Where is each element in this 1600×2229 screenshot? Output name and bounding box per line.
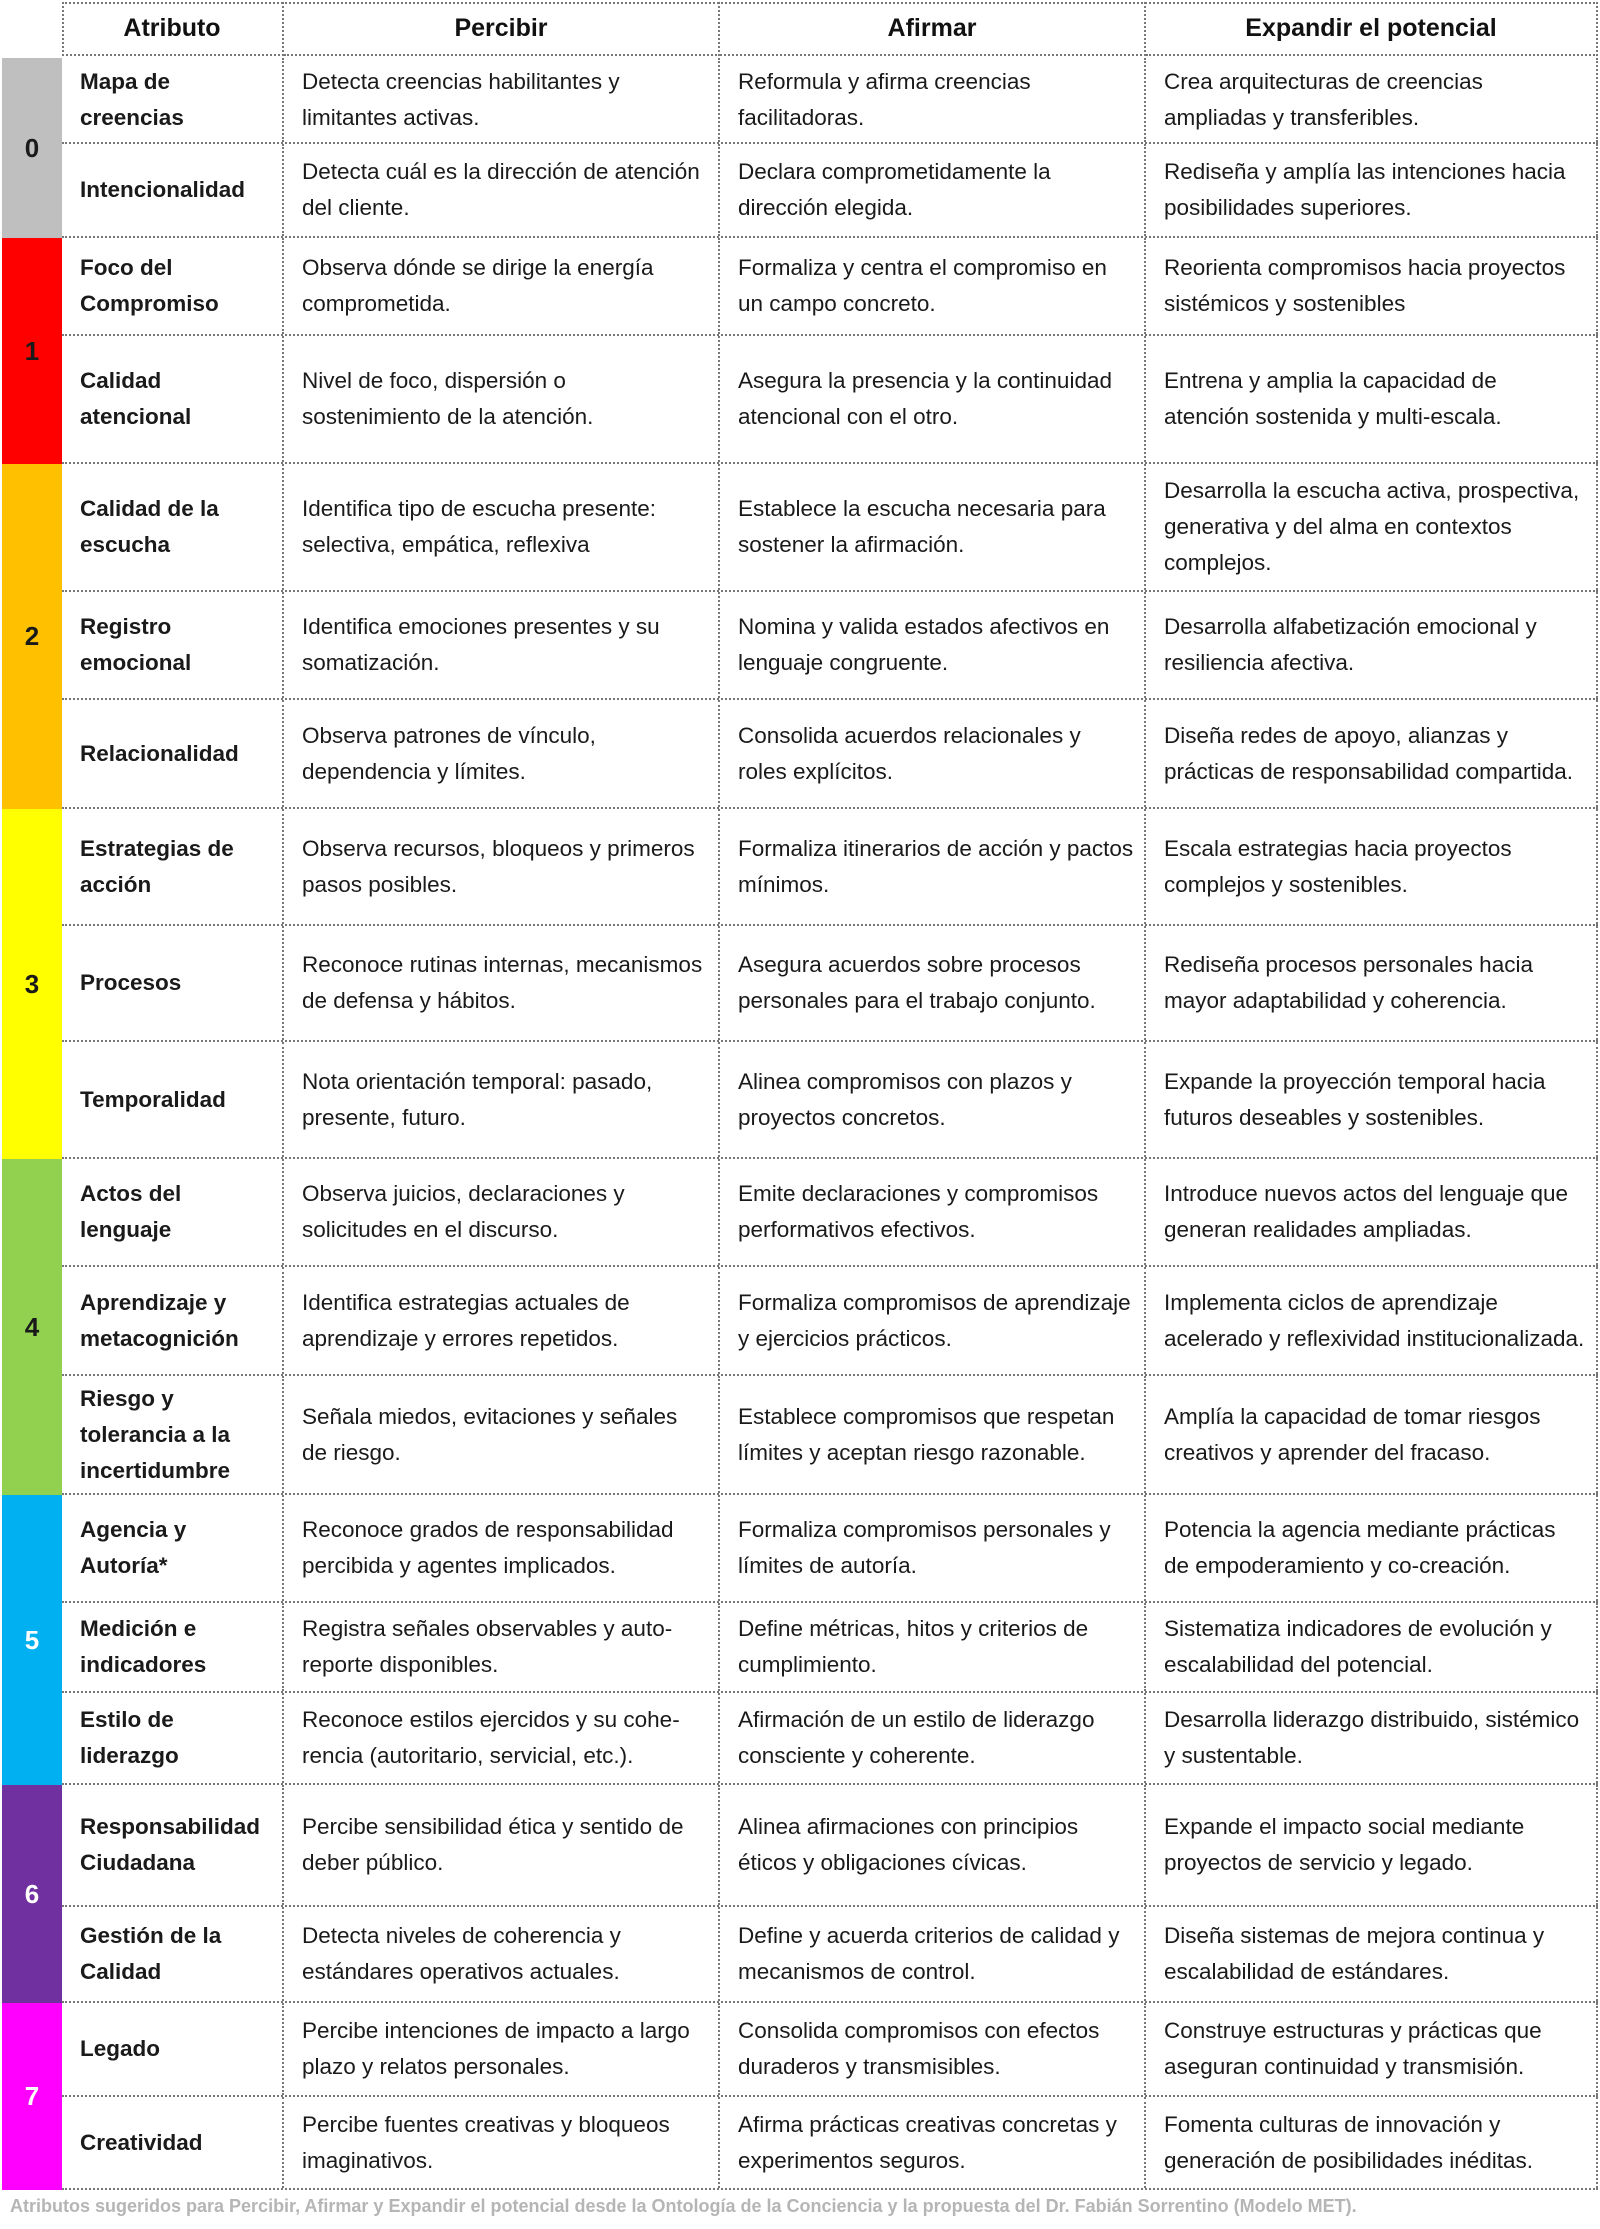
expand-cell-text: Sistematiza indicadores de evolución y escalabilidad del potencial.: [1164, 1616, 1552, 1677]
attribute-cell-text: Procesos: [80, 970, 182, 995]
table-row: [62, 1495, 1598, 1603]
affirm-cell: [720, 1159, 1146, 1265]
attribute-cell-text: Calidad atencional: [80, 368, 192, 429]
expand-cell: [1146, 1159, 1598, 1265]
attribute-cell: [62, 1267, 284, 1374]
perceive-cell-text: Identifica estrategias actuales de aprendizaje y errores repetidos.: [302, 1289, 630, 1351]
perceive-cell: [284, 336, 720, 462]
expand-cell-text: Desarrolla liderazgo distribuido, sistémico y sustentable.: [1164, 1707, 1580, 1768]
affirm-cell-text: Alinea afirmaciones con principios éticos y obligaciones cívicas.: [738, 1814, 1079, 1875]
perceive-cell-text: Detecta cuál es la dirección de atención del cliente.: [302, 159, 700, 220]
table-row: [62, 1693, 1598, 1785]
perceive-cell: [284, 809, 720, 924]
table-row: [62, 464, 1598, 592]
perceive-cell: [284, 1603, 720, 1691]
perceive-cell-text: Señala miedos, evitaciones y señales de riesgo.: [302, 1403, 678, 1465]
attribute-cell: [62, 1495, 284, 1601]
affirm-cell-text: Afirma prácticas creativas concretas y experimentos seguros.: [738, 2111, 1117, 2173]
table-row: [62, 1785, 1598, 1907]
expand-cell: [1146, 1267, 1598, 1374]
perceive-cell-text: Percibe fuentes creativas y bloqueos imaginativos.: [302, 2111, 670, 2173]
table-row: [62, 58, 1598, 144]
perceive-cell-text: Observa recursos, bloqueos y primeros pasos posibles.: [302, 835, 695, 897]
affirm-cell-text: Consolida acuerdos relacionales y roles explícitos.: [738, 722, 1081, 784]
perceive-cell: [284, 1042, 720, 1157]
attribute-cell-text: Agencia y Autoría*: [80, 1517, 187, 1578]
expand-cell: [1146, 464, 1598, 590]
affirm-cell: [720, 1603, 1146, 1691]
header-perceive: Percibir: [284, 2, 720, 56]
attribute-cell-text: Creatividad: [80, 2129, 203, 2155]
table-row: [62, 809, 1598, 926]
attribute-cell-text: Temporalidad: [80, 1086, 226, 1112]
header-expand: Expandir el potencial: [1146, 2, 1598, 56]
perceive-cell-text: Observa dónde se dirige la energía comprometida.: [302, 255, 654, 316]
expand-cell: [1146, 1693, 1598, 1783]
level-band-1: 1: [2, 238, 62, 464]
affirm-cell-text: Formaliza compromisos personales y límites de autoría.: [738, 1517, 1111, 1578]
perceive-cell-text: Percibe intenciones de impacto a largo plazo y relatos personales.: [302, 2018, 690, 2079]
attribute-cell: [62, 1785, 284, 1905]
attribute-cell-text: Foco del Compromiso: [80, 255, 219, 316]
expand-cell: [1146, 1042, 1598, 1157]
expand-cell: [1146, 2097, 1598, 2188]
attribute-cell: [62, 1376, 284, 1493]
perceive-cell: [284, 1495, 720, 1601]
perceive-cell: [284, 2097, 720, 2188]
perceive-cell-text: Identifica emociones presentes y su somatización.: [302, 614, 660, 675]
affirm-cell: [720, 238, 1146, 334]
expand-cell-text: Reorienta compromisos hacia proyectos sistémicos y sostenibles: [1164, 255, 1566, 316]
affirm-cell-text: Formaliza itinerarios de acción y pactos mínimos.: [738, 835, 1134, 897]
affirm-cell-text: Establece compromisos que respetan límites y aceptan riesgo razonable.: [738, 1403, 1115, 1465]
attribute-cell-text: Gestión de la Calidad: [80, 1923, 222, 1984]
expand-cell-text: Escala estrategias hacia proyectos complejos y sostenibles.: [1164, 835, 1512, 897]
attribute-cell: [62, 2003, 284, 2095]
affirm-cell: [720, 809, 1146, 924]
attribute-cell-text: Registro emocional: [80, 614, 192, 675]
expand-cell: [1146, 58, 1598, 142]
expand-cell-text: Amplía la capacidad de tomar riesgos creativos y aprender del fracaso.: [1164, 1403, 1541, 1465]
affirm-cell: [720, 336, 1146, 462]
attribute-cell-text: Relacionalidad: [80, 740, 239, 766]
attribute-cell-text: Responsabilidad Ciudadana: [80, 1814, 261, 1875]
affirm-cell: [720, 1376, 1146, 1493]
table-row: [62, 592, 1598, 700]
perceive-cell-text: Nivel de foco, dispersión o sostenimiento de la atención.: [302, 368, 594, 429]
expand-cell: [1146, 336, 1598, 462]
expand-cell: [1146, 1785, 1598, 1905]
expand-cell-text: Expande la proyección temporal hacia futuros deseables y sostenibles.: [1164, 1068, 1546, 1130]
table-row: [62, 336, 1598, 464]
affirm-cell: [720, 700, 1146, 807]
attribute-cell-text: Calidad de la escucha: [80, 496, 219, 557]
attribute-cell-text: Mapa de creencias: [80, 69, 184, 130]
header-attribute: Atributo: [62, 2, 284, 56]
expand-cell-text: Construye estructuras y prácticas que aseguran continuidad y transmisión.: [1164, 2018, 1542, 2079]
affirm-cell: [720, 144, 1146, 236]
expand-cell: [1146, 1495, 1598, 1601]
attribute-cell-text: Actos del lenguaje: [80, 1181, 182, 1242]
affirm-cell: [720, 1267, 1146, 1374]
expand-cell-text: Desarrolla la escucha activa, prospectiva, generativa y del alma en contextos complejos.: [1164, 478, 1580, 575]
table-row: [62, 1042, 1598, 1159]
affirm-cell: [720, 1907, 1146, 2001]
attribute-cell: [62, 2097, 284, 2188]
perceive-cell: [284, 464, 720, 590]
attribute-cell: [62, 1603, 284, 1691]
attribute-cell-text: Intencionalidad: [80, 177, 246, 202]
level-band-6: 6: [2, 1785, 62, 2003]
attribute-cell-text: Medición e indicadores: [80, 1616, 207, 1677]
perceive-cell-text: Detecta creencias habilitantes y limitantes activas.: [302, 69, 620, 130]
perceive-cell-text: Identifica tipo de escucha presente: selectiva, empática, reflexiva: [302, 496, 656, 557]
expand-cell: [1146, 144, 1598, 236]
affirm-cell-text: Asegura la presencia y la continuidad atencional con el otro.: [738, 368, 1112, 429]
perceive-cell-text: Reconoce grados de responsabilidad percibida y agentes implicados.: [302, 1517, 674, 1578]
expand-cell-text: Desarrolla alfabetización emocional y resiliencia afectiva.: [1164, 614, 1537, 675]
affirm-cell-text: Define y acuerda criterios de calidad y mecanismos de control.: [738, 1923, 1120, 1984]
affirm-cell: [720, 1495, 1146, 1601]
expand-cell-text: Potencia la agencia mediante prácticas de empoderamiento y co-creación.: [1164, 1517, 1556, 1578]
affirm-cell: [720, 2003, 1146, 2095]
affirm-cell: [720, 1042, 1146, 1157]
table-row: [62, 2003, 1598, 2097]
table-row: [62, 700, 1598, 809]
expand-cell: [1146, 592, 1598, 698]
affirm-cell: [720, 1693, 1146, 1783]
table-row: [62, 926, 1598, 1042]
affirm-cell: [720, 464, 1146, 590]
affirm-cell: [720, 592, 1146, 698]
perceive-cell: [284, 58, 720, 142]
table-row: [62, 2097, 1598, 2190]
expand-cell: [1146, 238, 1598, 334]
perceive-cell-text: Reconoce estilos ejercidos y su cohe-rencia (autoritario, servicial, etc.).: [302, 1707, 680, 1768]
perceive-cell: [284, 144, 720, 236]
affirm-cell-text: Afirmación de un estilo de liderazgo consciente y coherente.: [738, 1707, 1095, 1768]
affirm-cell: [720, 1785, 1146, 1905]
attribute-cell-text: Estrategias de acción: [80, 835, 234, 897]
perceive-cell: [284, 2003, 720, 2095]
perceive-cell-text: Detecta niveles de coherencia y estándares operativos actuales.: [302, 1923, 621, 1984]
expand-cell-text: Expande el impacto social mediante proyectos de servicio y legado.: [1164, 1814, 1525, 1875]
level-band-5: 5: [2, 1495, 62, 1785]
table-caption: Atributos sugeridos para Percibir, Afirmar y Expandir el potencial desde la Ontología de la Conciencia y la propuesta del Dr. Fabián Sorrentino (Modelo MET).: [10, 2196, 1357, 2216]
expand-cell-text: Introduce nuevos actos del lenguaje que generan realidades ampliadas.: [1164, 1181, 1569, 1242]
level-band-0: 0: [2, 58, 62, 238]
perceive-cell: [284, 1693, 720, 1783]
perceive-cell-text: Reconoce rutinas internas, mecanismos de defensa y hábitos.: [302, 952, 703, 1013]
perceive-cell: [284, 1376, 720, 1493]
expand-cell-text: Diseña sistemas de mejora continua y escalabilidad de estándares.: [1164, 1923, 1545, 1984]
affirm-cell-text: Consolida compromisos con efectos duraderos y transmisibles.: [738, 2018, 1100, 2079]
table-row: [62, 144, 1598, 238]
table-row: [62, 1159, 1598, 1267]
affirm-cell-text: Formaliza y centra el compromiso en un campo concreto.: [738, 255, 1107, 316]
attribute-cell-text: Aprendizaje y metacognición: [80, 1289, 239, 1351]
expand-cell-text: Rediseña procesos personales hacia mayor adaptabilidad y coherencia.: [1164, 952, 1533, 1013]
attribute-cell: [62, 464, 284, 590]
table-row: [62, 1603, 1598, 1693]
perceive-cell-text: Observa juicios, declaraciones y solicitudes en el discurso.: [302, 1181, 625, 1242]
affirm-cell-text: Declara comprometidamente la dirección elegida.: [738, 159, 1051, 220]
expand-cell: [1146, 1907, 1598, 2001]
affirm-cell-text: Define métricas, hitos y criterios de cumplimiento.: [738, 1616, 1089, 1677]
affirm-cell-text: Alinea compromisos con plazos y proyectos concretos.: [738, 1068, 1072, 1130]
attribute-cell: [62, 144, 284, 236]
attribute-cell: [62, 1042, 284, 1157]
attribute-cell: [62, 58, 284, 142]
expand-cell-text: Fomenta culturas de innovación y generación de posibilidades inéditas.: [1164, 2111, 1534, 2173]
header-affirm: Afirmar: [720, 2, 1146, 56]
perceive-cell: [284, 238, 720, 334]
perceive-cell: [284, 592, 720, 698]
expand-cell: [1146, 700, 1598, 807]
level-band-7: 7: [2, 2003, 62, 2190]
level-band-3: 3: [2, 809, 62, 1159]
attribute-cell: [62, 1693, 284, 1783]
attribute-cell: [62, 926, 284, 1040]
perceive-cell: [284, 1907, 720, 2001]
level-band-4: 4: [2, 1159, 62, 1495]
perceive-cell: [284, 926, 720, 1040]
attribute-cell: [62, 238, 284, 334]
perceive-cell: [284, 700, 720, 807]
perceive-cell: [284, 1785, 720, 1905]
affirm-cell: [720, 926, 1146, 1040]
affirm-cell-text: Formaliza compromisos de aprendizaje y ejercicios prácticos.: [738, 1289, 1131, 1351]
expand-cell-text: Rediseña y amplía las intenciones hacia posibilidades superiores.: [1164, 159, 1566, 220]
expand-cell-text: Diseña redes de apoyo, alianzas y prácticas de responsabilidad compartida.: [1164, 722, 1573, 784]
perceive-cell-text: Registra señales observables y auto-reporte disponibles.: [302, 1616, 673, 1677]
affirm-cell: [720, 58, 1146, 142]
perceive-cell-text: Observa patrones de vínculo, dependencia y límites.: [302, 722, 596, 784]
expand-cell-text: Crea arquitecturas de creencias ampliadas y transferibles.: [1164, 69, 1483, 130]
attribute-cell: [62, 700, 284, 807]
attribute-cell: [62, 809, 284, 924]
expand-cell: [1146, 2003, 1598, 2095]
attribute-cell: [62, 1159, 284, 1265]
affirm-cell: [720, 2097, 1146, 2188]
attribute-cell-text: Legado: [80, 2036, 161, 2061]
expand-cell: [1146, 1376, 1598, 1493]
perceive-cell: [284, 1267, 720, 1374]
expand-cell-text: Implementa ciclos de aprendizaje acelerado y reflexividad institucionalizada.: [1164, 1289, 1585, 1351]
affirm-cell-text: Asegura acuerdos sobre procesos personales para el trabajo conjunto.: [738, 952, 1096, 1013]
attribute-cell-text: Riesgo y tolerancia a la incertidumbre: [80, 1385, 231, 1483]
perceive-cell: [284, 1159, 720, 1265]
expand-cell: [1146, 809, 1598, 924]
expand-cell-text: Entrena y amplia la capacidad de atención sostenida y multi-escala.: [1164, 368, 1502, 429]
table-row: [62, 1907, 1598, 2003]
table-row: [62, 1267, 1598, 1376]
perceive-cell-text: Percibe sensibilidad ética y sentido de deber público.: [302, 1814, 684, 1875]
affirm-cell-text: Reformula y afirma creencias facilitadoras.: [738, 69, 1031, 130]
expand-cell: [1146, 926, 1598, 1040]
attribute-cell: [62, 592, 284, 698]
expand-cell: [1146, 1603, 1598, 1691]
affirm-cell-text: Nomina y valida estados afectivos en lenguaje congruente.: [738, 614, 1110, 675]
attribute-cell-text: Estilo de liderazgo: [80, 1707, 179, 1768]
attribute-cell: [62, 336, 284, 462]
table-row: [62, 238, 1598, 336]
table-row: [62, 1376, 1598, 1495]
attribute-cell: [62, 1907, 284, 2001]
perceive-cell-text: Nota orientación temporal: pasado, presente, futuro.: [302, 1068, 653, 1130]
affirm-cell-text: Emite declaraciones y compromisos performativos efectivos.: [738, 1181, 1099, 1242]
level-band-2: 2: [2, 464, 62, 809]
affirm-cell-text: Establece la escucha necesaria para sostener la afirmación.: [738, 496, 1106, 557]
